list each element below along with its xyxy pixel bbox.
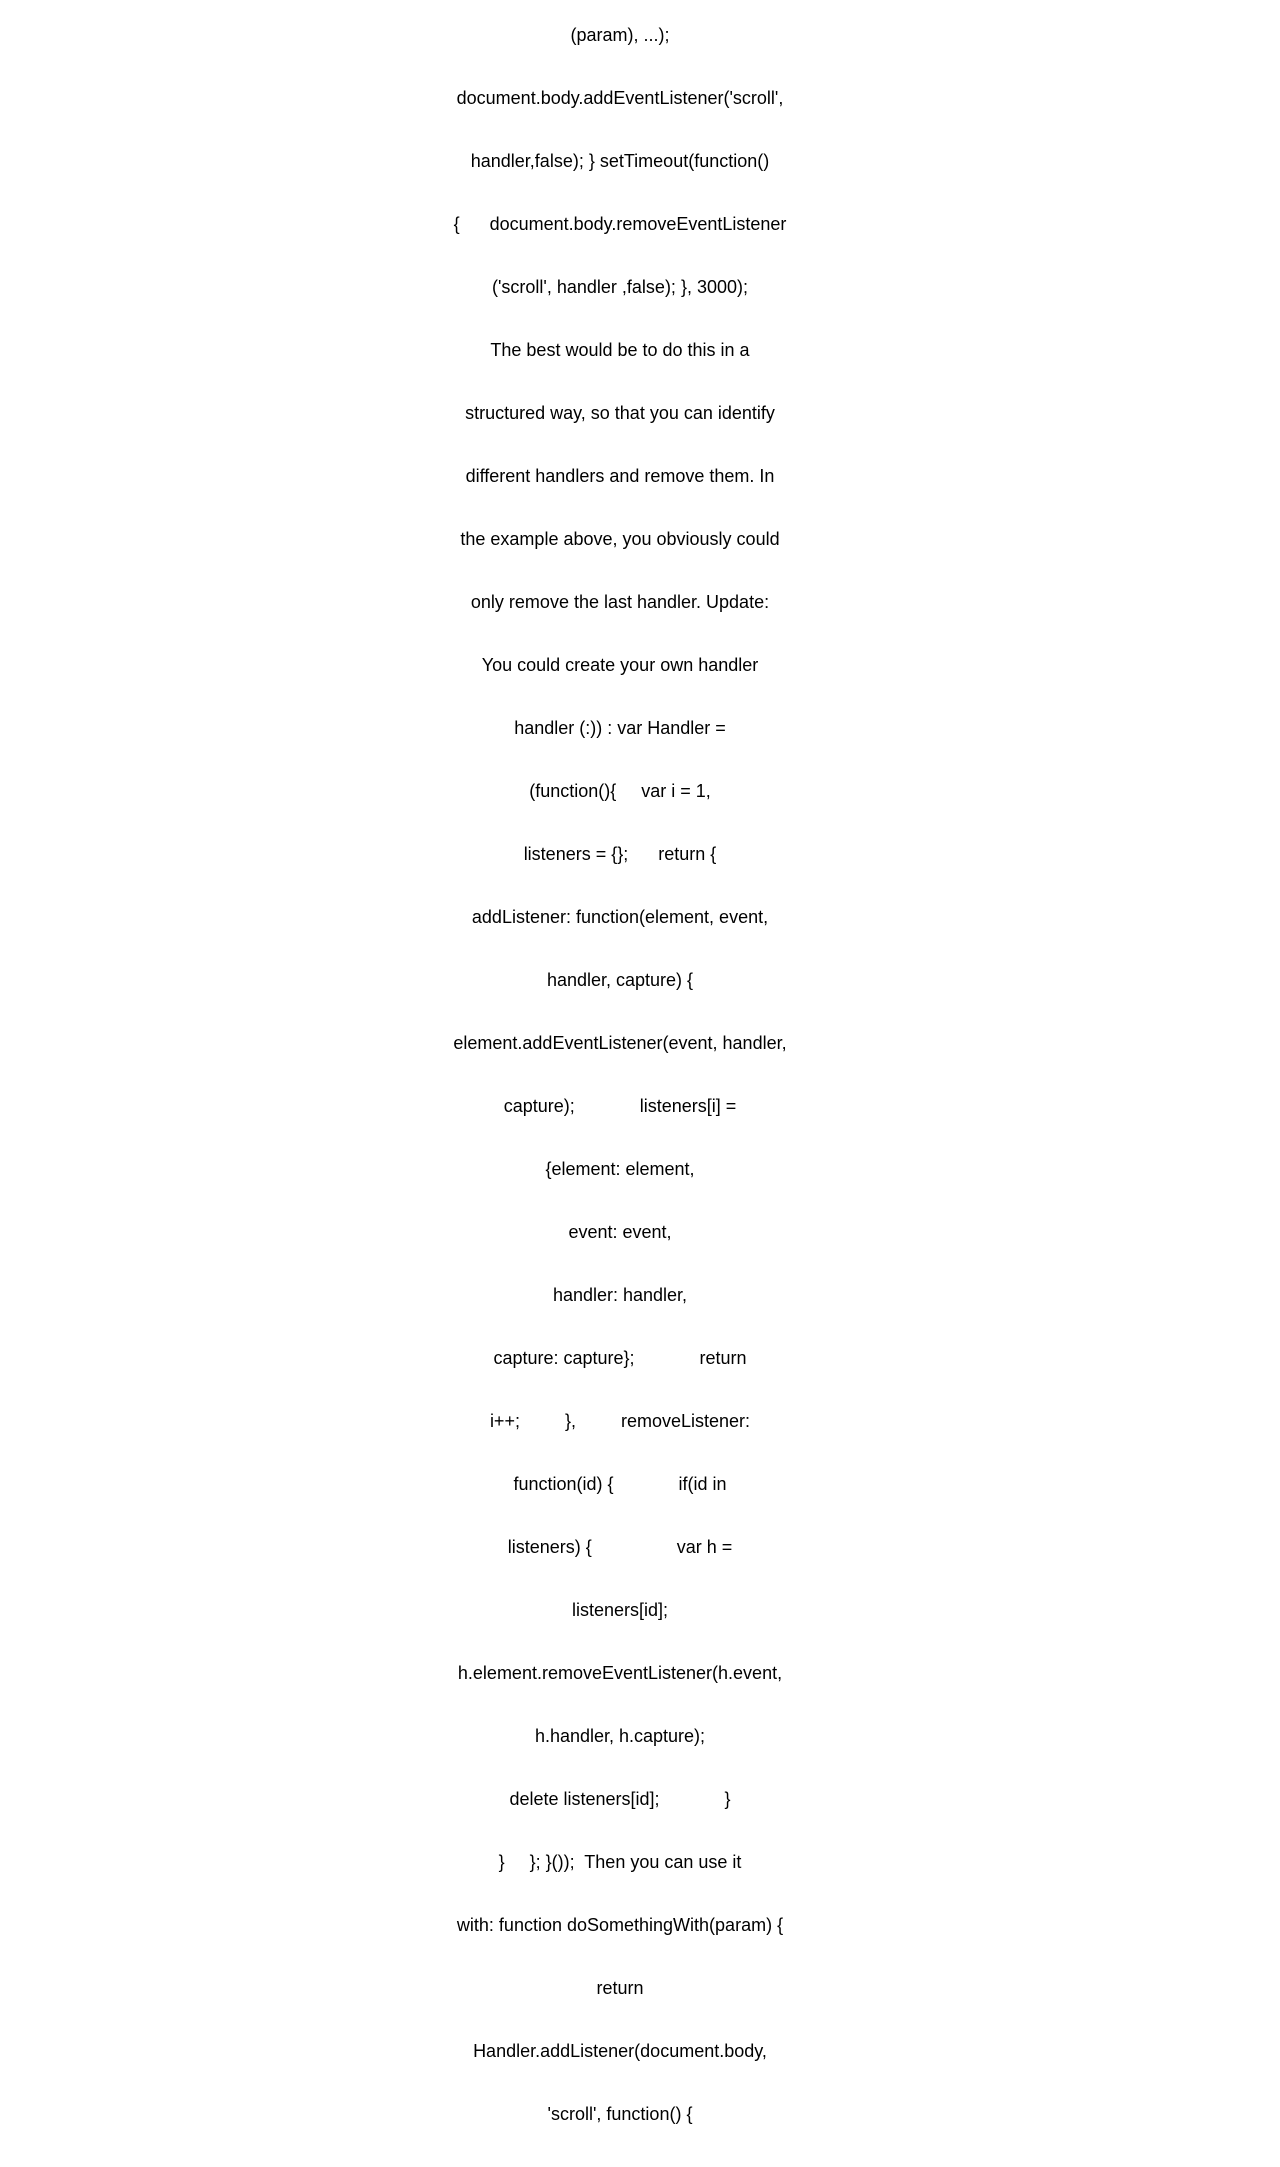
answer-text-column bbox=[440, 0, 800, 2167]
text-line: listeners[id]; bbox=[571, 1600, 669, 1620]
text-line: structured way, so that you can identify bbox=[465, 403, 775, 423]
text-line: The best would be to do this in a bbox=[490, 340, 750, 360]
text-line: handler,false); } setTimeout(function() bbox=[470, 151, 770, 171]
text-line: different handlers and remove them. In bbox=[465, 466, 775, 486]
text-line: h.handler, h.capture); bbox=[534, 1726, 706, 1746]
text-line: 'scroll', function() { bbox=[547, 2104, 693, 2124]
text-line: i++; }, removeListener: bbox=[489, 1411, 751, 1431]
text-line: } }; }()); Then you can use it bbox=[498, 1852, 742, 1872]
text-line: { document.body.removeEventListener bbox=[453, 214, 787, 234]
text-line: ('scroll', handler ,false); }, 3000); bbox=[492, 277, 748, 297]
text-line: You could create your own handler bbox=[481, 655, 759, 675]
text-line: {element: element, bbox=[545, 1159, 695, 1179]
text-line: only remove the last handler. Update: bbox=[470, 592, 770, 612]
text-line: handler, capture) { bbox=[546, 970, 694, 990]
text-line: event: event, bbox=[568, 1222, 672, 1242]
text-line: delete listeners[id]; } bbox=[509, 1789, 731, 1809]
text-line: the example above, you obviously could bbox=[460, 529, 780, 549]
text-line: return bbox=[596, 1978, 644, 1998]
text-line: listeners = {}; return { bbox=[523, 844, 717, 864]
text-line: Handler.addListener(document.body, bbox=[473, 2041, 767, 2061]
text-line: handler: handler, bbox=[552, 1285, 688, 1305]
text-line: addListener: function(element, event, bbox=[471, 907, 769, 927]
text-line: h.element.removeEventListener(h.event, bbox=[457, 1663, 783, 1683]
text-line: handler (:)) : var Handler = bbox=[514, 718, 726, 738]
text-line: (function(){ var i = 1, bbox=[529, 781, 711, 801]
text-line: function(id) { if(id in bbox=[513, 1474, 727, 1494]
text-line: (param), ...); bbox=[570, 25, 670, 45]
text-line: capture); listeners[i] = bbox=[503, 1096, 737, 1116]
text-line: with: function doSomethingWith(param) { bbox=[456, 1915, 784, 1935]
text-line: element.addEventListener(event, handler, bbox=[453, 1033, 787, 1053]
text-line: capture: capture}; return bbox=[493, 1348, 747, 1368]
text-line: listeners) { var h = bbox=[507, 1537, 733, 1557]
text-line: document.body.addEventListener('scroll', bbox=[456, 88, 784, 108]
